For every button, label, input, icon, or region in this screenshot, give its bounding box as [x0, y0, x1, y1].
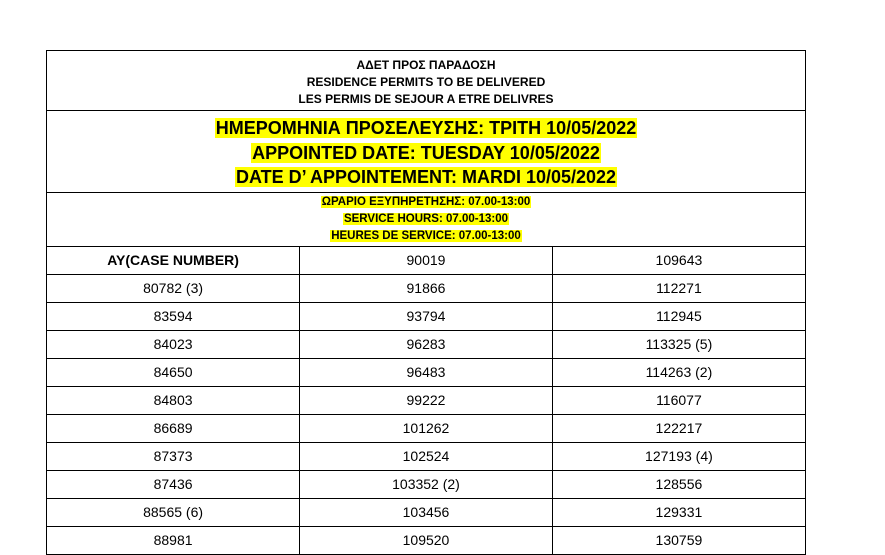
case-number-cell: 84803	[47, 386, 300, 414]
appointment-date-block	[47, 111, 805, 193]
case-number-cell: 88981	[47, 526, 300, 554]
case-number-cell: 102524	[300, 442, 553, 470]
case-number-cell: 84023	[47, 330, 300, 358]
case-number-cell: 96483	[300, 358, 553, 386]
case-number-cell: 93794	[300, 302, 553, 330]
appointment-date-english: APPOINTED DATE: TUESDAY 10/05/2022	[252, 142, 600, 163]
case-number-cell: 122217	[552, 414, 805, 442]
table-row	[47, 358, 805, 386]
case-number-cell: 86689	[47, 414, 300, 442]
title-french: LES PERMIS DE SEJOUR A ETRE DELIVRES	[298, 92, 554, 106]
service-hours-block	[47, 193, 805, 247]
case-number-cell: 129331	[552, 498, 805, 526]
service-hours-greek: ΩΡΑΡΙΟ ΕΞΥΠΗΡΕΤΗΣΗΣ: 07.00-13:00	[321, 195, 531, 208]
table-row	[47, 442, 805, 470]
table-row	[47, 247, 805, 275]
case-number-cell: 113325 (5)	[552, 330, 805, 358]
table-row	[47, 498, 805, 526]
case-number-table	[47, 247, 805, 555]
case-number-cell: 99222	[300, 386, 553, 414]
case-number-cell: 112945	[552, 302, 805, 330]
column-header-case-number: AY(CASE NUMBER)	[47, 247, 300, 275]
case-number-cell: 103352 (2)	[300, 470, 553, 498]
appointment-date-french: DATE D’ APPOINTEMENT: MARDI 10/05/2022	[235, 167, 617, 187]
table-row	[47, 470, 805, 498]
document-title-block	[47, 51, 805, 111]
case-number-cell: 101262	[300, 414, 553, 442]
delivery-list-document	[46, 50, 806, 555]
case-number-cell: 91866	[300, 274, 553, 302]
appointment-date-greek: ΗΜΕΡΟΜΗΝΙΑ ΠΡΟΣΕΛΕΥΣΗΣ: ΤΡΙΤΗ 10/05/2022	[215, 118, 637, 138]
title-greek: ΑΔΕΤ ΠΡΟΣ ΠΑΡΑΔΟΣΗ	[356, 58, 496, 72]
table-row	[47, 526, 805, 554]
case-number-cell: 103456	[300, 498, 553, 526]
case-number-cell: 127193 (4)	[552, 442, 805, 470]
case-number-cell: 130759	[552, 526, 805, 554]
table-row	[47, 386, 805, 414]
case-number-cell: 83594	[47, 302, 300, 330]
table-row	[47, 302, 805, 330]
service-hours-french: HEURES DE SERVICE: 07.00-13:00	[331, 229, 521, 242]
title-english: RESIDENCE PERMITS TO BE DELIVERED	[306, 75, 546, 89]
case-number-cell: 96283	[300, 330, 553, 358]
case-number-cell: 90019	[300, 247, 553, 275]
case-number-cell: 88565 (6)	[47, 498, 300, 526]
case-number-cell: 112271	[552, 274, 805, 302]
table-row	[47, 414, 805, 442]
service-hours-english: SERVICE HOURS: 07.00-13:00	[343, 212, 509, 225]
case-number-cell: 87436	[47, 470, 300, 498]
case-number-cell: 109520	[300, 526, 553, 554]
table-row	[47, 274, 805, 302]
case-number-cell: 87373	[47, 442, 300, 470]
case-number-cell: 114263 (2)	[552, 358, 805, 386]
case-number-cell: 84650	[47, 358, 300, 386]
table-row	[47, 330, 805, 358]
case-number-cell: 128556	[552, 470, 805, 498]
case-number-cell: 80782 (3)	[47, 274, 300, 302]
case-number-cell: 109643	[552, 247, 805, 275]
case-number-cell: 116077	[552, 386, 805, 414]
